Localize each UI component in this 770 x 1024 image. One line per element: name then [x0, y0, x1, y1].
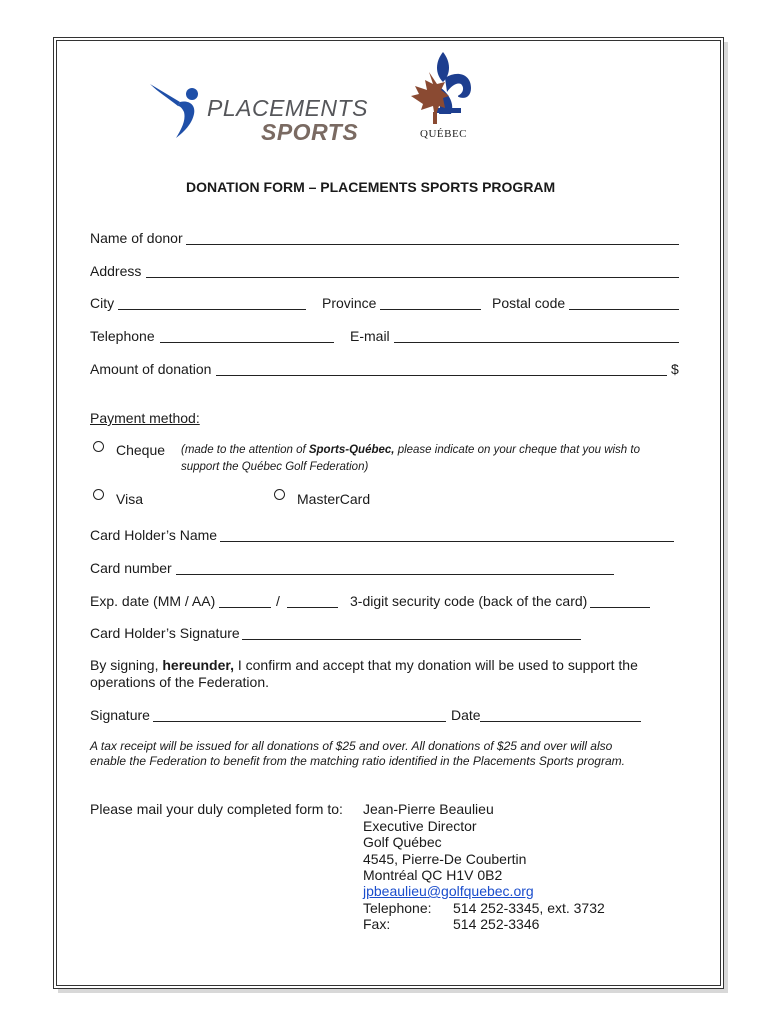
mail-street: 4545, Pierre-De Coubertin [363, 851, 527, 867]
telephone-field[interactable] [160, 342, 334, 343]
mastercard-label: MasterCard [297, 491, 371, 507]
mail-fax-label: Fax: [363, 916, 391, 932]
logo-text-quebec: QUÉBEC [420, 128, 467, 140]
card-number-field[interactable] [176, 574, 614, 575]
city-label: City [90, 295, 115, 311]
email-field[interactable] [394, 342, 679, 343]
mail-fax-value: 514 252-3346 [453, 916, 540, 932]
amount-label: Amount of donation [90, 361, 212, 377]
address-label: Address [90, 263, 142, 279]
cheque-radio[interactable] [93, 441, 104, 452]
signature-label: Signature [90, 707, 150, 723]
mail-email-link[interactable]: jpbeaulieu@golfquebec.org [363, 883, 534, 899]
mail-city: Montréal QC H1V 0B2 [363, 867, 503, 883]
card-holder-signature-field[interactable] [242, 639, 581, 640]
postal-code-label: Postal code [492, 295, 566, 311]
name-of-donor-field[interactable] [186, 244, 679, 245]
mail-instruction: Please mail your duly completed form to: [90, 801, 343, 817]
amount-field[interactable] [216, 375, 667, 376]
mail-name: Jean-Pierre Beaulieu [363, 801, 494, 817]
fleur-de-lis-maple-icon [405, 48, 475, 128]
consent-line1: By signing, hereunder, I confirm and accept that my donation will be used to support the [90, 657, 638, 673]
address-field[interactable] [146, 277, 679, 278]
visa-label: Visa [116, 491, 143, 507]
exp-year-field[interactable] [287, 607, 338, 608]
signature-field[interactable] [153, 721, 446, 722]
visa-radio[interactable] [93, 489, 104, 500]
exp-month-field[interactable] [219, 607, 271, 608]
city-field[interactable] [118, 309, 306, 310]
date-label: Date [451, 707, 481, 723]
tax-note-line2: enable the Federation to benefit from the matching ratio identified in the Placements Sports program. [90, 754, 625, 768]
card-number-label: Card number [90, 560, 172, 576]
security-code-field[interactable] [590, 607, 650, 608]
date-field[interactable] [480, 721, 641, 722]
mastercard-radio[interactable] [274, 489, 285, 500]
name-of-donor-label: Name of donor [90, 230, 183, 246]
page-shadow-right [724, 42, 728, 992]
consent-line2: operations of the Federation. [90, 674, 270, 690]
postal-code-field[interactable] [569, 309, 679, 310]
card-holder-name-label: Card Holder’s Name [90, 527, 218, 543]
tax-note-line1: A tax receipt will be issued for all donations of $25 and over. All donations of $25 and over will also [90, 739, 613, 753]
province-label: Province [322, 295, 377, 311]
mail-organization: Golf Québec [363, 834, 442, 850]
telephone-label: Telephone [90, 328, 155, 344]
email-label: E-mail [350, 328, 390, 344]
cheque-note-line2: support the Québec Golf Federation) [181, 461, 369, 473]
card-holder-signature-label: Card Holder’s Signature [90, 625, 240, 641]
exp-date-label: Exp. date (MM / AA) [90, 593, 216, 609]
mail-telephone-label: Telephone: [363, 900, 432, 916]
form-title: DONATION FORM – PLACEMENTS SPORTS PROGRAM [186, 179, 556, 195]
card-holder-name-field[interactable] [220, 541, 674, 542]
athlete-figure-icon [148, 80, 210, 142]
logo-text-sports: SPORTS [261, 119, 359, 145]
page-shadow-bottom [58, 989, 728, 993]
security-code-label: 3-digit security code (back of the card) [350, 593, 588, 609]
payment-method-heading: Payment method: [90, 410, 200, 426]
province-field[interactable] [380, 309, 481, 310]
mail-position: Executive Director [363, 818, 477, 834]
currency-symbol: $ [671, 361, 679, 377]
cheque-label: Cheque [116, 442, 166, 458]
cheque-note-line1: (made to the attention of Sports-Québec, please indicate on your cheque that you wish to [181, 444, 640, 456]
logo-text-placements: PLACEMENTS [207, 95, 368, 121]
mail-telephone-value: 514 252-3345, ext. 3732 [453, 900, 605, 916]
exp-date-slash: / [276, 593, 280, 609]
